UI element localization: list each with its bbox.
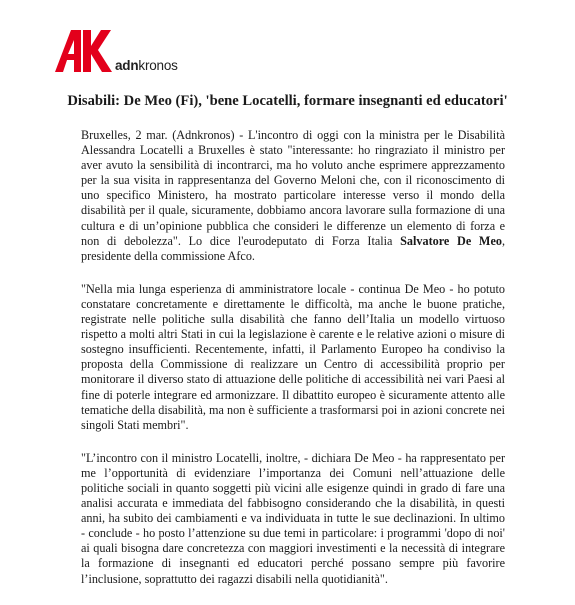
article-body — [81, 128, 505, 605]
paragraph-3: "L’incontro con il ministro Locatelli, inoltre, - dichiara De Meo - ha rappresentato per me l’opportunità di evidenziare l’importanza dei Comuni nell’attuazione delle politiche sociali in quanto soggetti più vicini alle esigenze quindi in grado di fare una analisi accurata e immediata del fabbisogno considerando che la disabilità, in questi anni, ha subito dei cambiamenti e va individuata in tutte le sue declinazioni. In ultimo - conclude - ho posto l’attenzione su due temi in particolare: i programmi 'dopo di noi' ai quali bisogna dare concretezza con maggiori investimenti e la necessità di integrare la formazione di insegnanti ed educatori perché possano sempre più favorire l’inclusione, soprattutto dei ragazzi disabili nella quotidianità". — [81, 450, 505, 586]
paragraph-1-tail: , presidente della commissione Afco. — [81, 233, 505, 263]
paragraph-1-text: Bruxelles, 2 mar. (Adnkronos) - L'incontro di oggi con la ministra per le Disabilità Alessandra Locatelli a Bruxelles è stato "interessante: ho ringraziato il ministro per aver avuto la sensibilità di incontrarci, ma ho voluto anche esprimere apprezzamento per la sua visita in rappresentanza del Governo Meloni che, con il riconoscimento di uno specifico Ministero, ha mostrato particolare interesse verso il mondo della disabilità per il quale, sicuramente, dobbiamo ancora lavorare sulla formazione di una cultura e di un’opinione pubblica che consideri le differenze un elemento di forza e non di debolezza". Lo dice l'eurodeputato di Forza Italia — [81, 128, 505, 248]
article-title: Disabili: De Meo (Fi), 'bene Locatelli, formare insegnanti ed educatori' — [67, 93, 508, 109]
adnkronos-ak-icon — [55, 30, 113, 72]
paragraph-1 — [81, 128, 505, 264]
person-name: Salvatore De Meo — [400, 233, 502, 248]
adnkronos-wordmark: adnkronos — [115, 58, 178, 73]
paragraph-2: "Nella mia lunga esperienza di amministratore locale - continua De Meo - ho potuto constatare concretamente e direttamente le difficoltà, ma anche le buone pratiche, registrate nelle politiche sulla disabilità che fanno dell’Italia un modello virtuoso rispetto a molti altri Stati in cui la legislazione è carente e le relative azioni o misure di sostegno insufficienti. Recentemente, infatti, il Parlamento Europeo ha condiviso la proposta della Commissione di realizzare un Centro di accessibilità proprio per monitorare il diverso stato di attuazione delle politiche di accessibilità nei vari Paesi al fine di poterle integrare ed armonizzare. Il dibattito europeo è sicuramente attento alle tematiche della disabilità, ma non è sufficiente a trasformarsi poi in azioni concrete nei singoli Stati membri". — [81, 281, 505, 432]
adnkronos-logo — [55, 30, 178, 72]
